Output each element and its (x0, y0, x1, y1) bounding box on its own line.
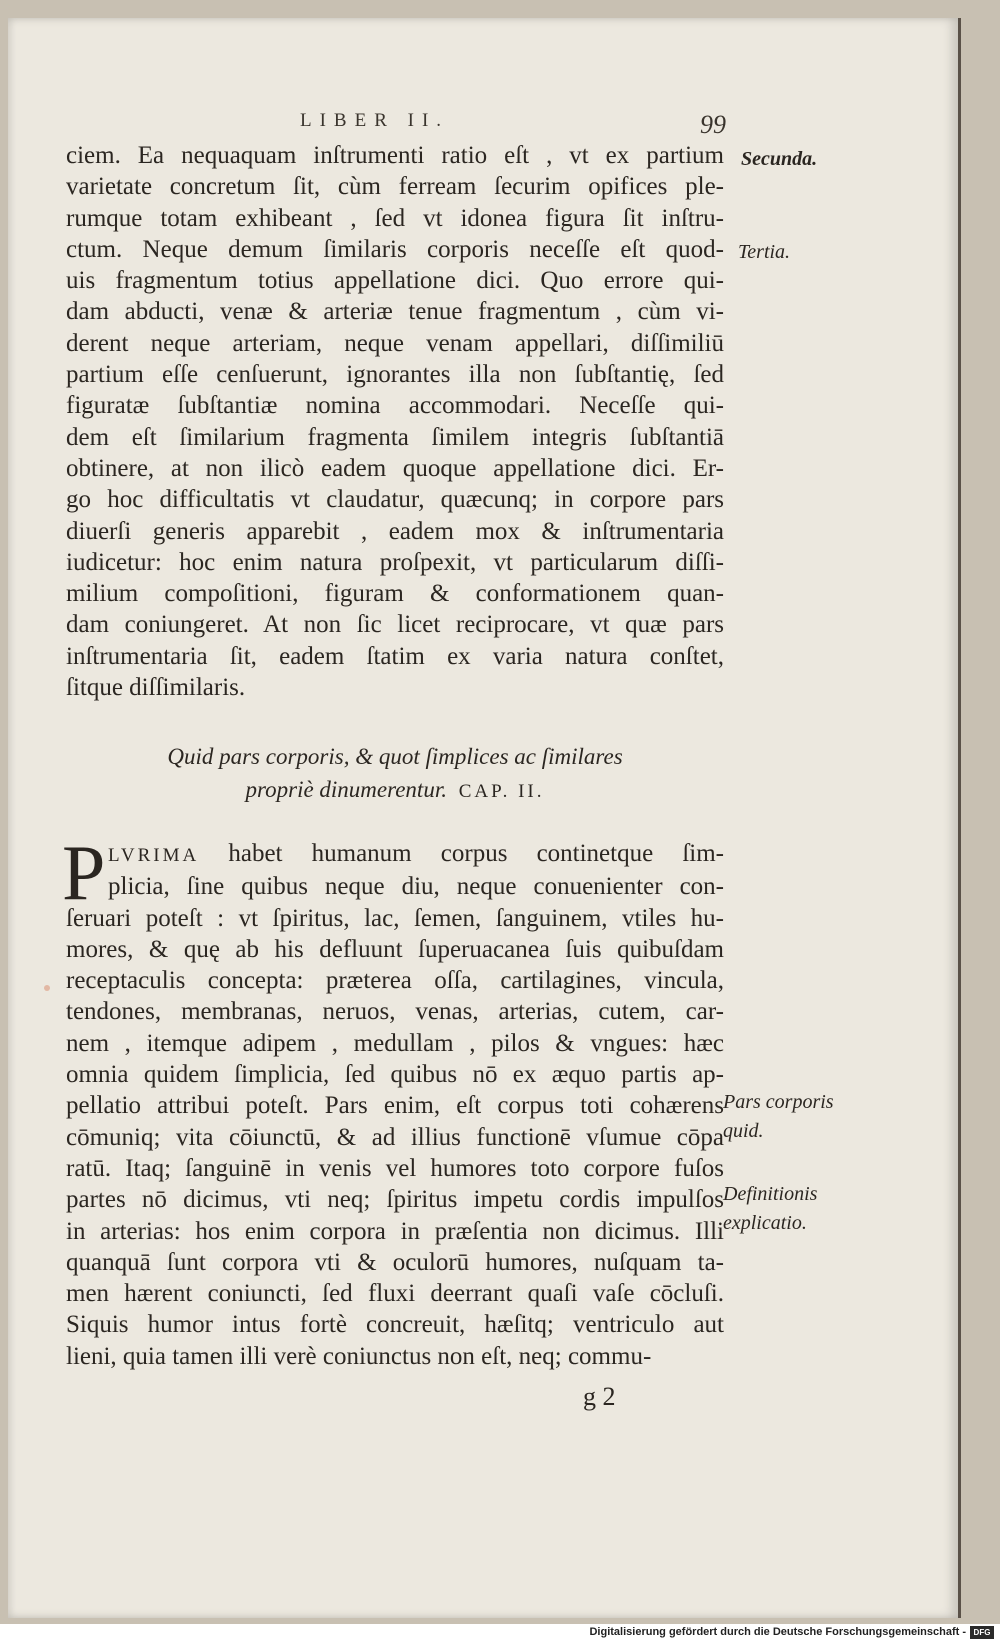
paragraph-2-line: Siquis humor intus fortè concreuit, hæſitq; ventriculo aut (66, 1311, 724, 1339)
paragraph-1-line: go hoc difficultatis vt claudatur, quæcunq; in corpore pars (66, 486, 724, 514)
paragraph-2 (66, 838, 724, 1372)
paragraph-1-line: ciem. Ea nequaquam inſtrumenti ratio eſt , vt ex partium (66, 142, 724, 169)
paragraph-1-line: partium eſſe cenſuerunt, ignorantes illa non ſubſtantię, ſed (66, 361, 724, 389)
paragraph-1-line: derent neque arteriam, neque venam appellari, diſſimiliū (66, 329, 724, 357)
paragraph-2-line: nem , itemque adipem , medullam , pilos & vngues: hæc (66, 1029, 724, 1057)
paragraph-1 (66, 140, 724, 703)
drop-cap: P (62, 829, 106, 916)
paragraph-2-line: mores, & quę ab his defluunt ſuperuacanea ſuis quibuſdam (66, 935, 724, 963)
paragraph-2-line: ſeruari poteſt : vt ſpiritus, lac, ſemen, ſanguinem, vtiles hu- (66, 904, 724, 932)
paragraph-1-line: iudicetur: hoc enim natura proſpexit, vt particularum diſſi- (66, 548, 724, 576)
paragraph-2-line: men hærent coniuncti, ſed fluxi deerrant quaſi vaſe cōcluſi. (66, 1280, 724, 1308)
paragraph-1-line: varietate concretum ſit, cùm ferream ſecurim opifices ple- (66, 173, 724, 201)
marginal-note-pars-corporis (723, 1088, 834, 1146)
paragraph-1-line: ſitque diſſimilaris. (66, 674, 246, 702)
paragraph-2-line: receptaculis concepta: præterea oſſa, cartilagines, vincula, (66, 967, 724, 995)
footer-bar (0, 1624, 1000, 1643)
marginal-note-line: explicatio. (723, 1212, 807, 1234)
paragraph-1-line: inſtrumentaria ſit, eadem ſtatim ex varia natura conſtet, (66, 642, 724, 670)
footer-credit: Digitalisierung gefördert durch die Deutsche Forschungsgemeinschaft - (589, 1626, 966, 1638)
paragraph-1-line: uis fragmentum totius appellatione dici. Quo errore qui- (66, 267, 724, 295)
paragraph-2-first-line-rest: habet humanum corpus continetque ſim- (228, 840, 724, 867)
paragraph-2-line (66, 838, 724, 871)
chapter-heading-line-1: Quid pars corporis, & quot ſimplices ac ſimilares (167, 744, 623, 769)
paragraph-1-line: dem eſt ſimilarium fragmenta ſimilem integris ſubſtantiā (66, 423, 724, 451)
dfg-logo: DFG (970, 1626, 994, 1639)
paragraph-2-line: quanquā ſunt corpora vti & oculorū humores, nuſquam ta- (66, 1248, 724, 1276)
paragraph-1-line: rumque totam exhibeant , ſed vt idonea figura ſit inſtru- (66, 204, 724, 232)
paragraph-2-line: plicia, ſine quibus neque diu, neque conuenienter con- (108, 873, 724, 901)
paper-stain (44, 985, 50, 991)
marginal-note-line: quid. (723, 1120, 764, 1142)
running-head: LIBER II. (300, 110, 450, 131)
paragraph-2-line: lieni, quia tamen illi verè coniunctus non eſt, neq; commu- (66, 1342, 652, 1370)
paragraph-2-line: pellatio attribui poteſt. Pars enim, eſt corpus toti cohærens (66, 1092, 724, 1120)
marginal-note-tertia: Tertia. (738, 241, 791, 263)
paragraph-1-line: dam abducti, venæ & arteriæ tenue fragmentum , cùm vi- (66, 298, 724, 326)
paragraph-1-line: figuratæ ſubſtantiæ nomina accommodari. Neceſſe qui- (66, 392, 724, 420)
marginal-note-definitionis (723, 1180, 817, 1238)
chapter-heading-line-2-text: propriè dinumerentur. (245, 777, 447, 802)
marginal-note-line: Definitionis (723, 1183, 818, 1205)
paragraph-1-line: diuerſi generis apparebit , eadem mox & inſtrumentaria (66, 517, 724, 545)
chapter-heading-line-2 (66, 773, 724, 808)
chapter-number: CAP. II. (458, 781, 545, 802)
paragraph-2-line: in arterias: hos enim corpora in præſentia non dicimus. Illi (66, 1217, 724, 1245)
paragraph-1-line: obtinere, at non ilicò eadem quoque appellatione dici. Er- (66, 454, 724, 482)
marginal-note-secunda: Secunda. (741, 148, 818, 170)
paragraph-2-line: omnia quidem ſimplicia, ſed quibus nō ex æquo partis ap- (66, 1061, 724, 1089)
paragraph-2-line: tendones, membranas, neruos, venas, arterias, cutem, car- (66, 998, 724, 1026)
chapter-heading (66, 740, 724, 808)
signature-mark: g 2 (583, 1382, 616, 1411)
paragraph-1-line: dam coniungeret. At non ſic licet reciprocare, vt quæ pars (66, 611, 724, 639)
paragraph-2-line: cōmuniq; vita cōiunctū, & ad illius functionē vſumue cōpa (66, 1123, 724, 1151)
paragraph-2-line: partes nō dicimus, vti neq; ſpiritus impetu cordis impulſos (66, 1186, 724, 1214)
paragraph-1-line: milium compoſitioni, figuram & conformationem quan- (66, 580, 724, 608)
paragraph-1-line: ctum. Neque demum ſimilaris corporis neceſſe eſt quod- (66, 235, 724, 263)
paragraph-2-line: ratū. Itaq; ſanguinē in venis vel humores toto corpore fuſos (66, 1154, 724, 1182)
marginal-note-line: Pars corporis (723, 1091, 834, 1113)
paragraph-2-first-word: LVRIMA (108, 845, 200, 866)
page-number: 99 (700, 110, 726, 139)
